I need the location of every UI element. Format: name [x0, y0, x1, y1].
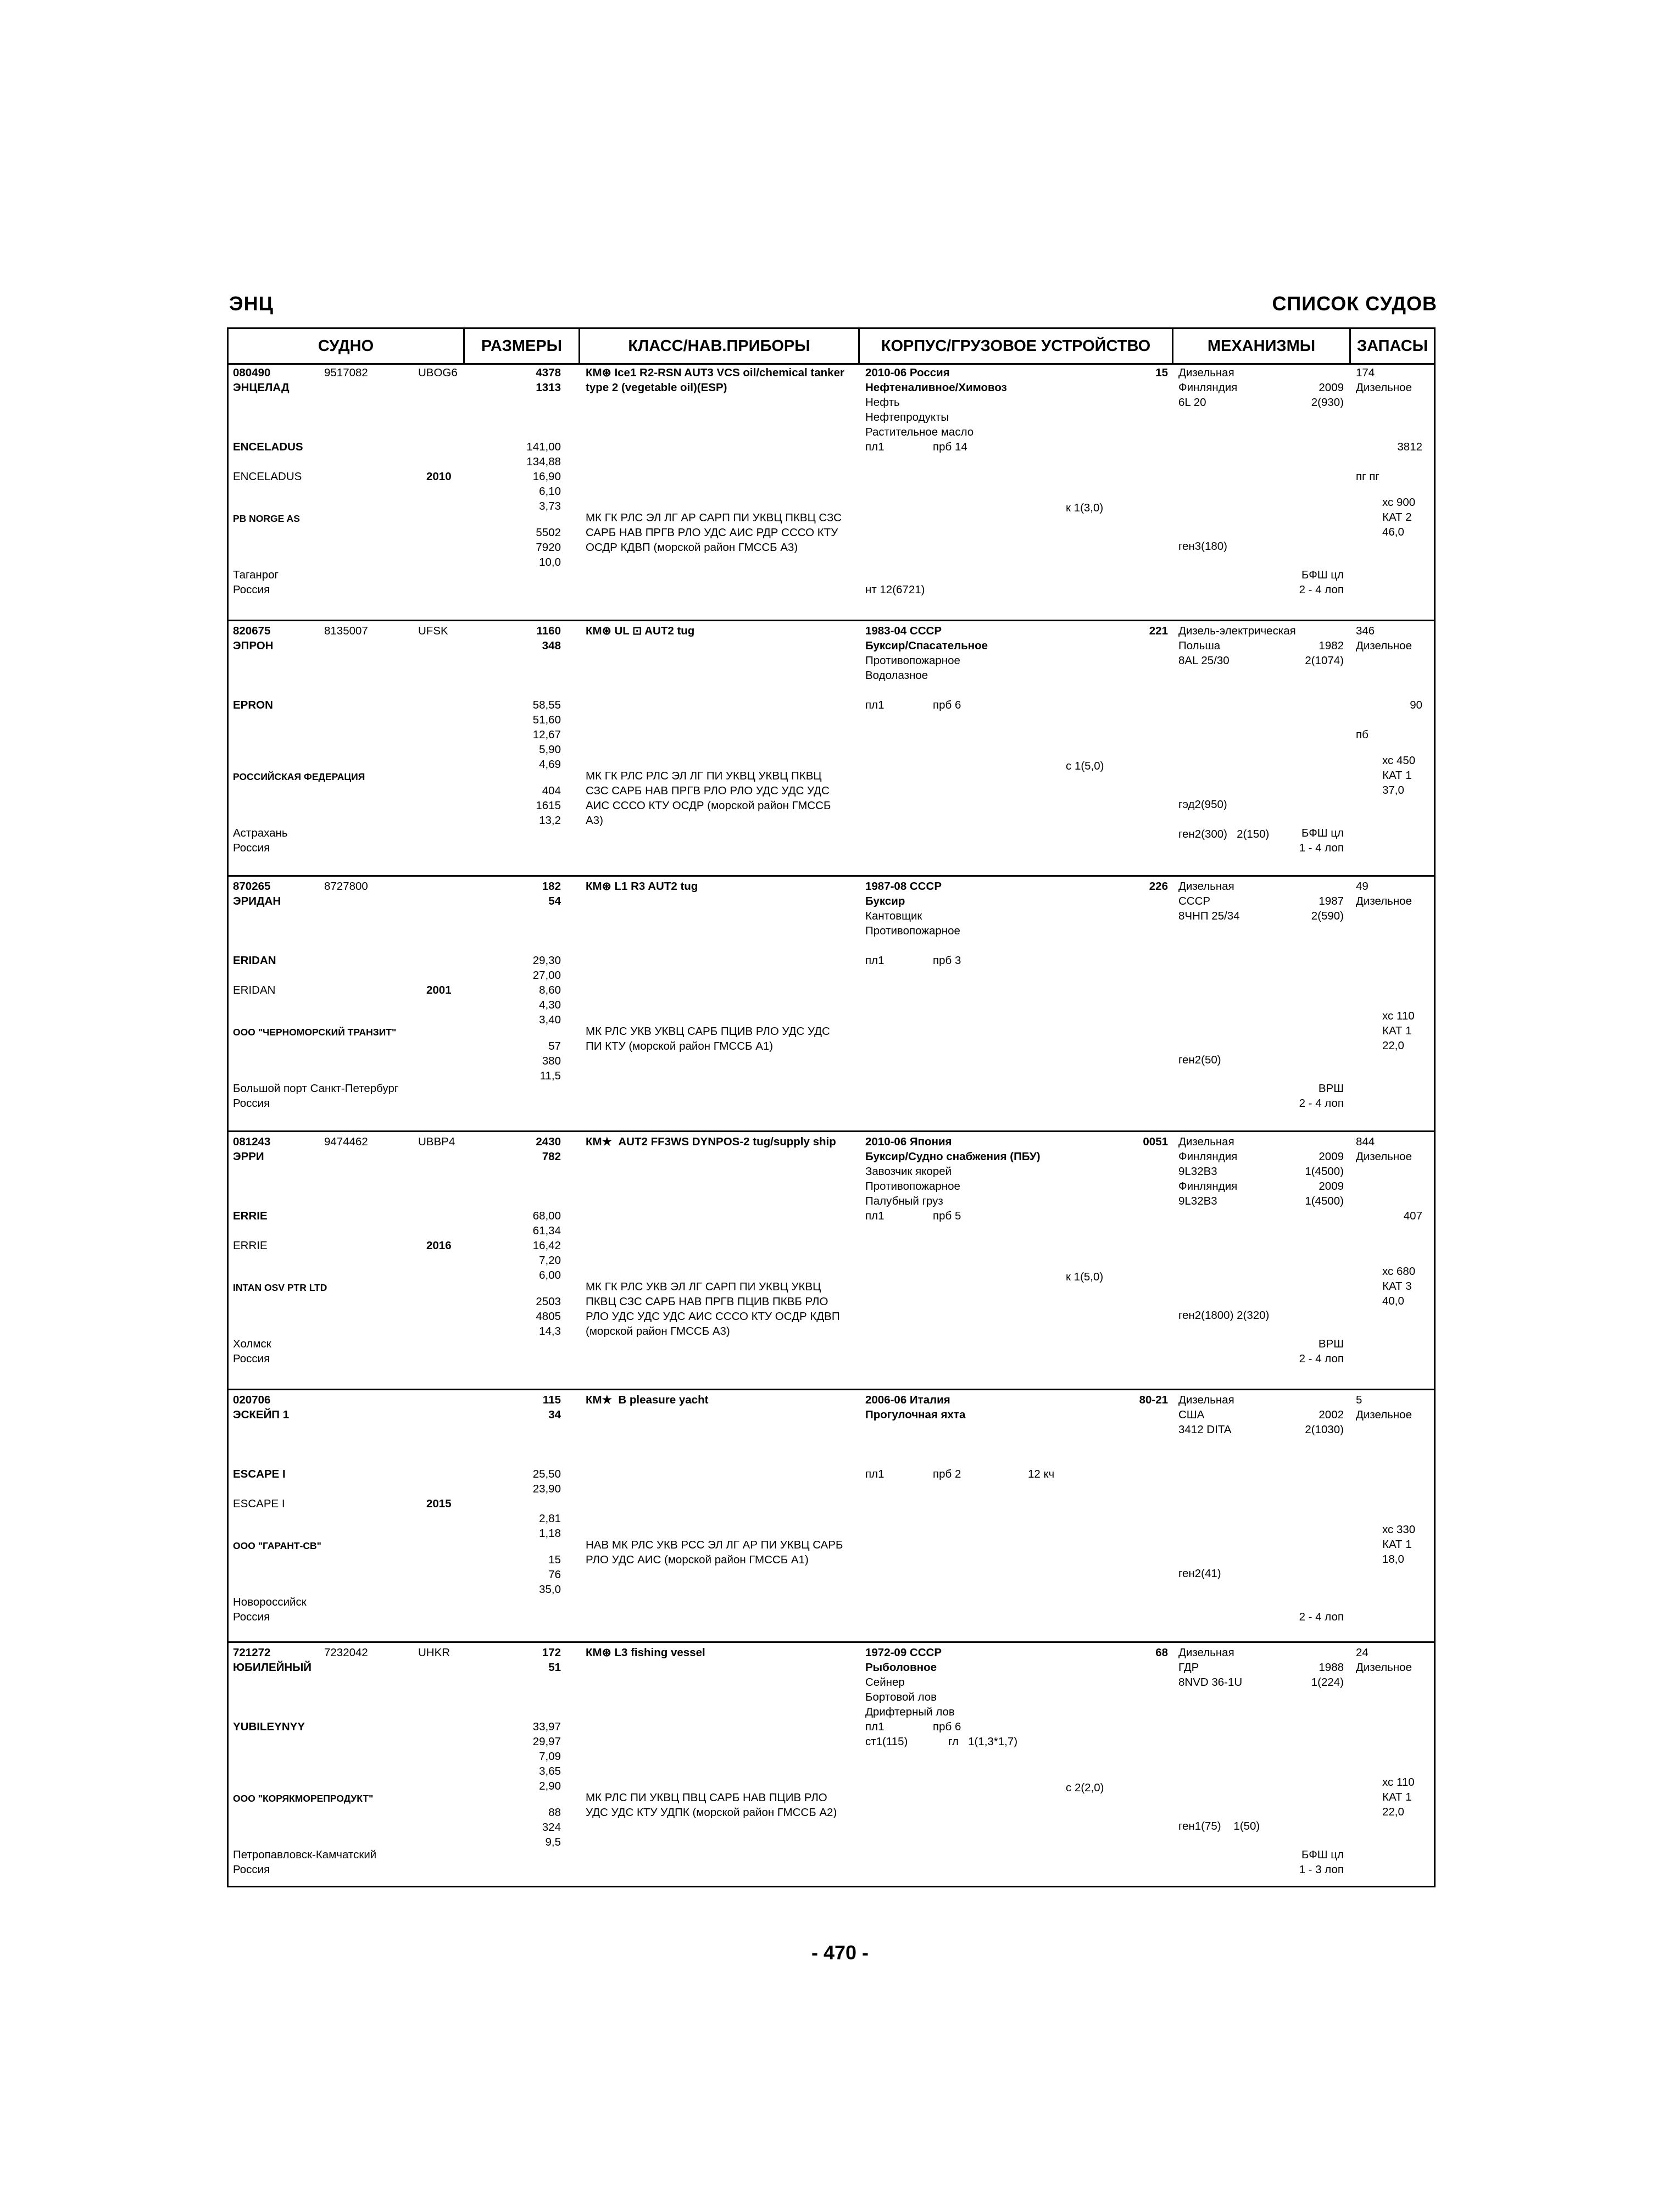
engine-power: 1(224) — [1311, 1676, 1344, 1689]
capacity-values: 88 324 9,5 — [542, 1806, 561, 1848]
hull-decks: пл1 — [865, 1210, 884, 1222]
call-sign: UHKR — [418, 1646, 450, 1659]
ship-name: ЭПРОН — [233, 639, 274, 652]
propeller: ВРШ 2 - 4 лоп — [1299, 1338, 1344, 1365]
flag-country: Россия — [233, 842, 270, 854]
engine-info: Дизельная Финляндия 9L32B3 Финляндия 9L32B3 — [1178, 1135, 1238, 1207]
registry-number: 721272 — [233, 1646, 271, 1659]
column-header-machinery: МЕХАНИЗМЫ — [1207, 337, 1316, 355]
owner-name: ООО "ЧЕРНОМОРСКИЙ ТРАНЗИТ" — [233, 1027, 397, 1038]
engine-info: Дизель-электрическая Польша 8AL 25/30 — [1178, 625, 1296, 667]
flag-country: Россия — [233, 583, 270, 596]
fuel-type: пб — [1356, 728, 1369, 741]
column-header-ship: СУДНО — [318, 337, 374, 355]
class-notation: КМ★ B pleasure yacht — [586, 1394, 709, 1406]
ship-record — [229, 1390, 1434, 1643]
engine-power: 2(590) — [1311, 910, 1344, 922]
fuel-supply: 5 Дизельное — [1356, 1394, 1412, 1421]
hull-details: Нефть Нефтепродукты Растительное масло — [865, 396, 974, 438]
hull-number: 68 — [1155, 1646, 1168, 1659]
life-saving: хс 330 КАТ 1 18,0 — [1382, 1523, 1416, 1566]
tonnage: 2430 782 — [536, 1135, 561, 1163]
call-sign: UFSK — [418, 625, 448, 637]
main-dimensions: 25,50 23,90 2,81 1,18 — [532, 1468, 561, 1540]
propeller: ВРШ 2 - 4 лоп — [1299, 1082, 1344, 1110]
latin-name: EPRON — [233, 699, 273, 711]
ship-record — [229, 1132, 1434, 1390]
tonnage: 182 54 — [542, 880, 561, 907]
latin-name: ERRIE — [233, 1210, 268, 1222]
engine-info: Дизельная СССР 8ЧНП 25/34 — [1178, 880, 1240, 922]
hull-bulkheads: прб 6 — [933, 699, 961, 711]
running-header-left: ЭНЦ — [229, 292, 274, 315]
imo-number: 8727800 — [324, 880, 368, 893]
propeller: 2 - 4 лоп — [1299, 1611, 1344, 1623]
imo-number: 7232042 — [324, 1646, 368, 1659]
imo-number: 9474462 — [324, 1135, 368, 1148]
main-dimensions: 68,00 61,34 16,42 7,20 6,00 — [532, 1210, 561, 1282]
call-sign: UBOG6 — [418, 366, 458, 379]
navigation-equipment: МК ГК РЛС УКВ ЭЛ ЛГ САРП ПИ УКВЦ УКВЦ ПКВЦ СЗС САРБ НАВ ПРГВ ПЦИВ ПКВБ РЛО РЛО УДС УДС УДС АИС СССО КТУ ОСДР КДВП (морской район ГМССБ А3) — [586, 1280, 840, 1338]
hull-number: 0051 — [1143, 1135, 1168, 1148]
home-port: Новороссийск — [233, 1596, 307, 1608]
life-saving: хс 450 КАТ 1 37,0 — [1382, 754, 1416, 796]
hull-number: 221 — [1149, 625, 1168, 637]
former-name: ERIDAN — [233, 984, 276, 996]
owner-name: РОССИЙСКАЯ ФЕДЕРАЦИЯ — [233, 771, 365, 782]
registry-number: 081243 — [233, 1135, 271, 1148]
hull-details: Противопожарное Водолазное — [865, 654, 960, 682]
capacity-values: 5502 7920 10,0 — [536, 526, 561, 569]
ship-record — [229, 877, 1434, 1132]
build-year: 2015 — [426, 1497, 452, 1510]
hull-type: Нефтеналивное/Химовоз — [865, 381, 1007, 394]
capacity-values: 404 1615 13,2 — [536, 784, 561, 827]
capacity-values: 2503 4805 14,3 — [536, 1295, 561, 1338]
home-port: Холмск — [233, 1338, 271, 1350]
column-header-class: КЛАСС/НАВ.ПРИБОРЫ — [628, 337, 810, 355]
hull-build: 2010-06 Россия — [865, 366, 950, 379]
navigation-equipment: НАВ МК РЛС УКВ РСС ЭЛ ЛГ АР ПИ УКВЦ САРБ РЛО УДС АИС (морской район ГМССБ А1) — [586, 1539, 843, 1566]
hull-details: Кантовщик Противопожарное — [865, 910, 960, 937]
main-dimensions: 141,00 134,88 16,90 6,10 3,73 — [526, 441, 561, 512]
hull-bulkheads: прб 6 — [933, 1720, 961, 1733]
hull-bulkheads: прб 5 — [933, 1210, 961, 1222]
home-port: Большой порт Санкт-Петербург — [233, 1082, 399, 1095]
hull-number: 15 — [1155, 366, 1168, 379]
hull-decks: пл1 — [865, 1720, 884, 1733]
tonnage: 4378 1313 — [536, 366, 561, 394]
former-name: ENCELADUS — [233, 470, 302, 483]
hull-holds: гл 1(1,3*1,7) — [948, 1735, 1018, 1748]
hull-number: 80-21 — [1139, 1394, 1168, 1406]
engine-info: Дизельная США 3412 DITA — [1178, 1394, 1234, 1436]
hull-build: 2006-06 Италия — [865, 1394, 950, 1406]
capacity-values: 57 380 11,5 — [539, 1040, 561, 1082]
hull-bulkheads: прб 3 — [933, 954, 961, 967]
hull-details: Сейнер Бортовой лов Дрифтерный лов — [865, 1676, 955, 1718]
generators: ген1(75) 1(50) — [1178, 1820, 1260, 1832]
hull-bulkheads: прб 2 — [933, 1468, 961, 1480]
capacity-values: 15 76 35,0 — [539, 1553, 561, 1596]
engine-year: 2009 — [1319, 381, 1344, 394]
navigation-equipment: МК ГК РЛС ЭЛ ЛГ АР САРП ПИ УКВЦ ПКВЦ СЗС САРБ НАВ ПРГВ РЛО УДС АИС РДР СССО КТУ ОСДР КДВП (морской район ГМССБ А3) — [586, 511, 842, 554]
hull-number: 226 — [1149, 880, 1168, 893]
fuel-amount: 90 — [1410, 699, 1422, 711]
main-dimensions: 33,97 29,97 7,09 3,65 2,90 — [532, 1720, 561, 1792]
fuel-amount: 3812 — [1397, 441, 1422, 453]
life-saving: хс 680 КАТ 3 40,0 — [1382, 1265, 1416, 1307]
ship-record — [229, 363, 1434, 621]
propeller: БФШ цл 2 - 4 лоп — [1299, 569, 1344, 596]
class-notation: КМ⊛ L3 fishing vessel — [586, 1646, 705, 1659]
life-saving: хс 110 КАТ 1 22,0 — [1382, 1776, 1415, 1818]
hull-cargo-gear: к 1(5,0) — [1066, 1271, 1104, 1283]
fuel-supply: 844 Дизельное — [1356, 1135, 1412, 1163]
ship-name: ЭСКЕЙП 1 — [233, 1408, 290, 1421]
latin-name: ESCAPE I — [233, 1468, 286, 1480]
hull-build: 2010-06 Япония — [865, 1135, 952, 1148]
fuel-supply: 174 Дизельное — [1356, 366, 1412, 394]
latin-name: ENCELADUS — [233, 441, 303, 453]
life-saving: хс 900 КАТ 2 46,0 — [1382, 496, 1416, 538]
propeller: БФШ цл 1 - 4 лоп — [1299, 827, 1344, 854]
engine-year: 1982 — [1319, 639, 1344, 652]
ship-record — [229, 621, 1434, 877]
running-header-right: СПИСОК СУДОВ — [1272, 292, 1437, 315]
home-port: Петропавловск-Камчатский — [233, 1848, 377, 1861]
engine-year: 1988 — [1319, 1661, 1344, 1674]
fuel-type: пг пг — [1356, 470, 1379, 483]
imo-number: 9517082 — [324, 366, 368, 379]
flag-country: Россия — [233, 1863, 270, 1876]
owner-name: INTAN OSV PTR LTD — [233, 1282, 327, 1293]
home-port: Астрахань — [233, 827, 288, 839]
column-header-row — [229, 329, 1434, 365]
hull-type: Буксир/Спасательное — [865, 639, 988, 652]
hull-details: Завозчик якорей Противопожарное Палубный груз — [865, 1165, 960, 1207]
column-header-supplies: ЗАПАСЫ — [1356, 337, 1428, 355]
engine-year: 2002 — [1319, 1408, 1344, 1421]
navigation-equipment: МК РЛС ПИ УКВЦ ПВЦ САРБ НАВ ПЦИВ РЛО УДС УДС КТУ УДПК (морской район ГМССБ А2) — [586, 1791, 837, 1819]
column-header-dimensions: РАЗМЕРЫ — [481, 337, 563, 355]
hull-bulkheads: прб 14 — [933, 441, 967, 453]
owner-name: PB NORGE AS — [233, 513, 300, 524]
call-sign: UBBP4 — [418, 1135, 455, 1148]
build-year: 2010 — [426, 470, 452, 483]
ship-record — [229, 1643, 1434, 1899]
generators: ген2(1800) 2(320) — [1178, 1309, 1270, 1322]
hull-cargo-gear: с 2(2,0) — [1066, 1781, 1104, 1794]
engine-power: 2(930) — [1311, 396, 1344, 409]
hull-build: 1983-04 СССР — [865, 625, 942, 637]
class-notation: КМ★ AUT2 FF3WS DYNPOS-2 tug/supply ship — [586, 1135, 836, 1148]
hull-decks: пл1 — [865, 699, 884, 711]
ship-name: ЭНЦЕЛАД — [233, 381, 290, 394]
propeller: БФШ цл 1 - 3 лоп — [1299, 1848, 1344, 1876]
engine-power: 1(4500) 1(4500) — [1305, 1165, 1344, 1207]
fuel-supply: 346 Дизельное — [1356, 625, 1412, 652]
build-year: 2016 — [426, 1239, 452, 1252]
engine-power: 2(1030) — [1305, 1423, 1344, 1436]
registry-number: 820675 — [233, 625, 271, 637]
engine-year: 1987 — [1319, 895, 1344, 907]
hull-decks: пл1 — [865, 1468, 884, 1480]
generators: ген2(50) — [1178, 1054, 1221, 1066]
former-name: ESCAPE I — [233, 1497, 285, 1510]
fuel-supply: 24 Дизельное — [1356, 1646, 1412, 1674]
registry-number: 080490 — [233, 366, 271, 379]
navigation-equipment: МК РЛС УКВ УКВЦ САРБ ПЦИВ РЛО УДС УДС ПИ КТУ (морской район ГМССБ А1) — [586, 1025, 830, 1052]
hull-type: Буксир/Судно снабжения (ПБУ) — [865, 1150, 1041, 1163]
navigation-equipment: МК ГК РЛС РЛС ЭЛ ЛГ ПИ УКВЦ УКВЦ ПКВЦ СЗС САРБ НАВ ПРГВ РЛО РЛО УДС УДС УДС АИС СССО КТУ ОСДР (морской район ГМССБ А3) — [586, 770, 831, 827]
hull-type: Прогулочная яхта — [865, 1408, 966, 1421]
column-header-hull: КОРПУС/ГРУЗОВОЕ УСТРОЙСТВО — [881, 337, 1151, 355]
hull-decks: пл1 — [865, 954, 884, 967]
hull-tanks: нт 12(6721) — [865, 583, 925, 596]
ship-table — [227, 327, 1436, 1887]
hull-cargo-gear: к 1(3,0) — [1066, 502, 1104, 514]
tonnage: 115 34 — [542, 1394, 561, 1421]
registry-number: 020706 — [233, 1394, 271, 1406]
hull-cargo-gear: с 1(5,0) — [1066, 760, 1104, 772]
home-port: Таганрог — [233, 569, 279, 581]
ship-name: ЭРИДАН — [233, 895, 281, 907]
hull-booms: ст1(115) — [865, 1735, 908, 1748]
flag-country: Россия — [233, 1352, 270, 1365]
generators: гэд2(950) ген2(300) 2(150) — [1178, 798, 1270, 840]
flag-country: Россия — [233, 1611, 270, 1623]
tonnage: 172 51 — [542, 1646, 561, 1674]
engine-info: Дизельная ГДР 8NVD 36-1U — [1178, 1646, 1243, 1689]
registry-number: 870265 — [233, 880, 271, 893]
latin-name: YUBILEYNYY — [233, 1720, 305, 1733]
ship-name: ЮБИЛЕЙНЫЙ — [233, 1661, 312, 1674]
hull-extra: 12 кч — [1028, 1468, 1055, 1480]
engine-year: 2009 2009 — [1319, 1150, 1344, 1193]
class-notation: КМ⊛ Ice1 R2-RSN AUT3 VCS oil/chemical tanker type 2 (vegetable oil)(ESP) — [586, 366, 844, 394]
owner-name: ООО "КОРЯКМОРЕПРОДУКТ" — [233, 1793, 374, 1804]
generators: ген3(180) — [1178, 540, 1228, 553]
class-notation: КМ⊛ UL ⊡ AUT2 tug — [586, 625, 695, 637]
hull-build: 1987-08 СССР — [865, 880, 942, 893]
fuel-amount: 407 — [1403, 1210, 1422, 1222]
flag-country: Россия — [233, 1097, 270, 1110]
page-number: - 470 - — [811, 1941, 869, 1964]
fuel-supply: 49 Дизельное — [1356, 880, 1412, 907]
main-dimensions: 29,30 27,00 8,60 4,30 3,40 — [532, 954, 561, 1026]
engine-info: Дизельная Финляндия 6L 20 — [1178, 366, 1238, 409]
hull-build: 1972-09 СССР — [865, 1646, 942, 1659]
main-dimensions: 58,55 51,60 12,67 5,90 4,69 — [532, 699, 561, 771]
hull-type: Буксир — [865, 895, 905, 907]
ship-name: ЭРРИ — [233, 1150, 264, 1163]
tonnage: 1160 348 — [536, 625, 561, 652]
latin-name: ERIDAN — [233, 954, 276, 967]
build-year: 2001 — [426, 984, 452, 996]
owner-name: ООО "ГАРАНТ-СВ" — [233, 1540, 321, 1551]
imo-number: 8135007 — [324, 625, 368, 637]
generators: ген2(41) — [1178, 1567, 1221, 1580]
hull-type: Рыболовное — [865, 1661, 937, 1674]
life-saving: хс 110 КАТ 1 22,0 — [1382, 1010, 1415, 1052]
hull-decks: пл1 — [865, 441, 884, 453]
class-notation: КМ⊛ L1 R3 AUT2 tug — [586, 880, 698, 893]
former-name: ERRIE — [233, 1239, 268, 1252]
engine-power: 2(1074) — [1305, 654, 1344, 667]
